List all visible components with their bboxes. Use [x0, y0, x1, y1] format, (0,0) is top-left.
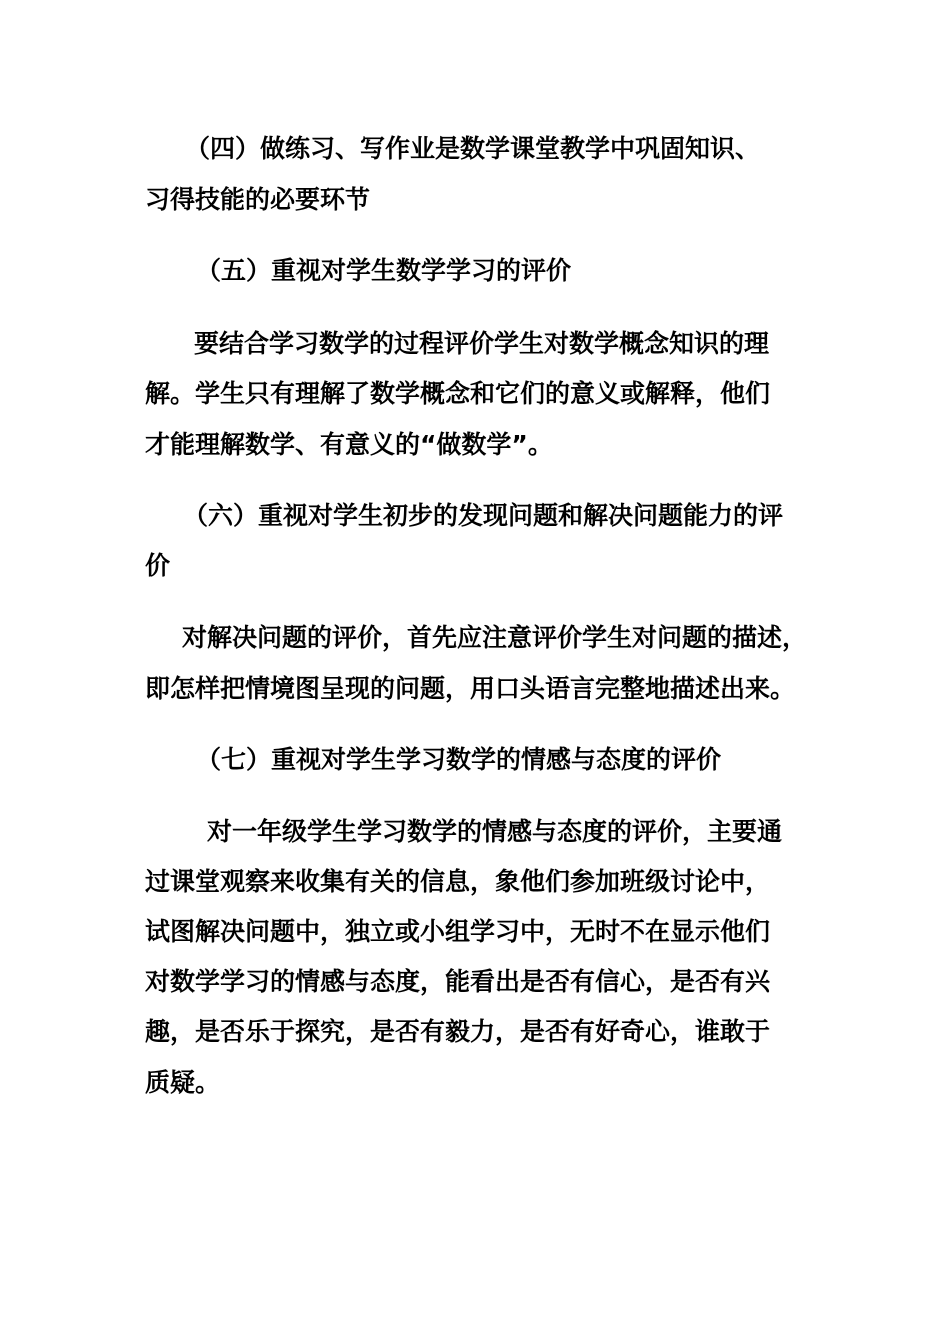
section-6-paragraph-line-2: 即怎样把情境图呈现的问题，用口头语言完整地描述出来。 — [145, 674, 796, 703]
section-6-paragraph-line-1: 对解决问题的评价，首先应注意评价学生对问题的描述， — [182, 623, 808, 652]
section-6-heading-line-1: （六）重视对学生初步的发现问题和解决问题能力的评 — [183, 501, 784, 530]
section-6-heading-line-2: 价 — [145, 551, 171, 580]
section-7-paragraph-line-1: 对一年级学生学习数学的情感与态度的评价，主要通 — [207, 817, 783, 846]
section-7-paragraph-line-6: 质疑。 — [145, 1068, 221, 1097]
section-4-heading-line-2: 习得技能的必要环节 — [145, 185, 371, 214]
section-5-paragraph-line-2: 解。学生只有理解了数学概念和它们的意义或解释，他们 — [145, 379, 771, 408]
section-5-paragraph-line-3: 才能理解数学、有意义的“做数学”。 — [145, 430, 553, 459]
section-7-heading: （七）重视对学生学习数学的情感与态度的评价 — [196, 745, 722, 774]
section-5-paragraph-line-1: 要结合学习数学的过程评价学生对数学概念知识的理 — [194, 329, 770, 358]
section-5-heading: （五）重视对学生数学学习的评价 — [196, 256, 572, 285]
section-7-paragraph-line-5: 趣，是否乐于探究，是否有毅力，是否有好奇心，谁敢于 — [145, 1017, 771, 1046]
section-4-heading-line-1: （四）做练习、写作业是数学课堂教学中巩固知识、 — [185, 134, 761, 163]
section-7-paragraph-line-4: 对数学学习的情感与态度，能看出是否有信心，是否有兴 — [145, 967, 771, 996]
section-7-paragraph-line-2: 过课堂观察来收集有关的信息，象他们参加班级讨论中， — [145, 867, 771, 896]
section-7-paragraph-line-3: 试图解决问题中，独立或小组学习中，无时不在显示他们 — [145, 917, 771, 946]
